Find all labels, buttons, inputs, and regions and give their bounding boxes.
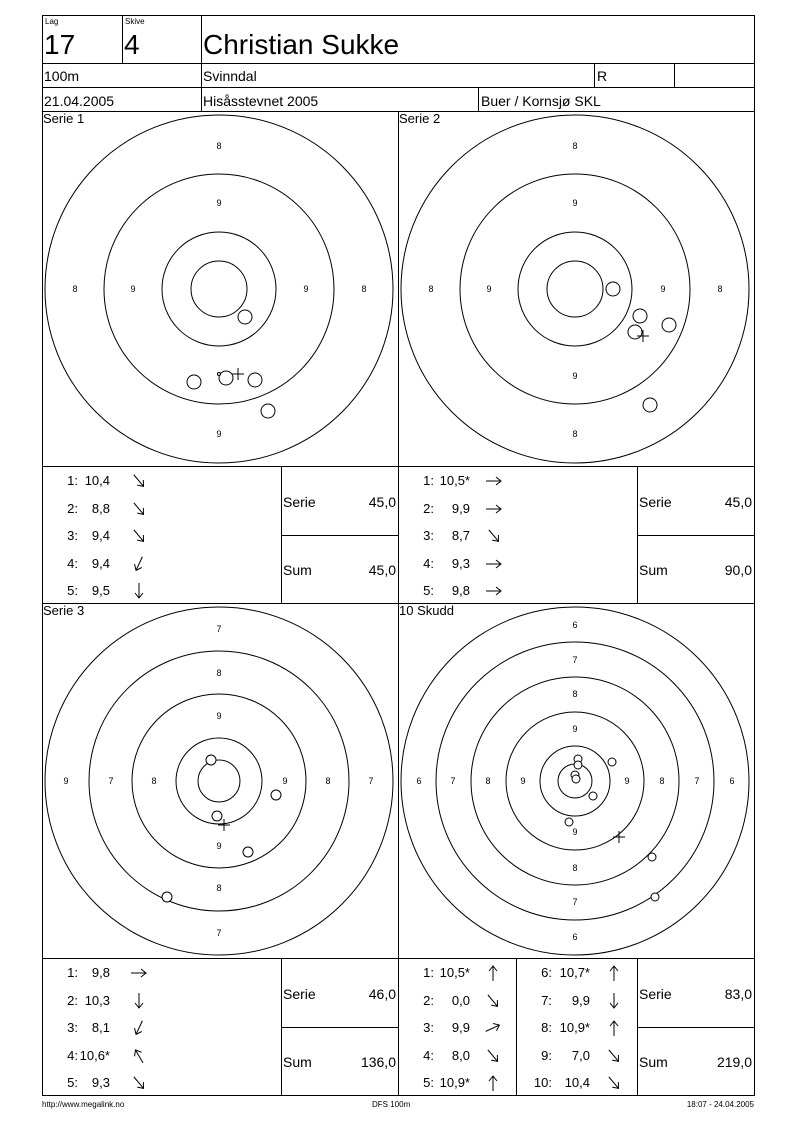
skudd10-ring-label: 7 [694,776,700,786]
direction-arrow-icon [485,555,503,578]
skudd10-serie-value: 83,0 [724,986,752,1002]
club-name: Svinndal [203,68,257,84]
serie1-serie-label: Serie [283,494,316,510]
shot-number: 1: [423,965,434,980]
serie3-serie-value: 46,0 [368,986,396,1002]
shot-value: 9,3 [451,555,470,571]
serie3-ring-label: 8 [325,776,331,786]
shot-value: 9,4 [91,528,110,543]
direction-arrow-icon [484,1074,502,1097]
shot-number: 5: [423,583,434,598]
shot-number: 3: [423,528,434,543]
shot-number: 2: [423,992,434,1008]
serie1-ring-label: 8 [72,284,78,294]
shot-number: 1: [67,473,78,488]
shot-value: 8,1 [91,1020,110,1035]
direction-arrow-icon [605,1074,623,1097]
lag-label: Lag [45,17,59,26]
skudd10-ring-label: 6 [572,620,578,630]
shot-value: 9,4 [91,555,110,571]
shot-value: 9,3 [91,1075,110,1090]
skudd10-sum-value: 219,0 [716,1054,752,1070]
serie2-sum-value: 90,0 [724,562,752,578]
serie3-ring-label: 8 [151,776,157,786]
shot-value: 10,4 [84,473,110,488]
shot-number: 3: [67,528,78,543]
lag-value: 17 [44,29,76,60]
shot-value: 9,9 [571,992,590,1008]
shot-value: 7,0 [571,1047,590,1063]
skudd10-ring-label: 6 [572,932,578,942]
shot-number: 6: [541,965,552,980]
direction-arrow-icon [130,582,148,605]
direction-arrow-icon [484,1047,502,1070]
direction-arrow-icon [130,555,148,578]
serie3-serie-label: Serie [283,986,316,1002]
direction-arrow-icon [484,964,502,987]
skudd10-ring-label: 7 [572,897,578,907]
serie1-ring-label: 9 [216,198,222,208]
serie1-ring-label: 8 [216,141,222,151]
skudd10-ring-label: 9 [572,827,578,837]
shot-value: 10,6* [79,1047,110,1063]
direction-arrow-icon [485,500,503,523]
direction-arrow-icon [130,500,148,523]
skudd10-ring-label: 6 [416,776,422,786]
skive-value: 4 [124,29,140,60]
serie2-ring-label: 9 [572,371,578,381]
skudd10-sum-label: Sum [639,1054,668,1070]
distance: 100m [44,68,80,84]
serie3-sum-label: Sum [283,1054,312,1070]
serie3-ring-label: 8 [216,883,222,893]
shot-number: 10: [533,1075,552,1090]
shot-value: 9,9 [451,1020,470,1035]
direction-arrow-icon [130,992,148,1015]
shot-number: 5: [67,583,78,598]
shot-number: 7: [541,992,552,1008]
skudd10-ring-label: 9 [520,776,526,786]
serie1-sum-label: Sum [283,562,312,578]
shot-number: 5: [423,1075,434,1090]
organizer: Buer / Kornsjø SKL [481,93,601,109]
serie2-ring-label: 9 [486,284,492,294]
shot-value: 0,0 [451,992,470,1008]
skudd10-title: 10 Skudd [399,603,454,618]
serie2-sum-label: Sum [639,562,668,578]
shot-value: 10,9* [559,1020,590,1035]
shot-value: 10,9* [439,1075,470,1090]
shot-number: 5: [67,1075,78,1090]
shot-value: 8,8 [91,500,110,516]
shot-value: 8,0 [451,1047,470,1063]
serie3-ring-label: 8 [216,668,222,678]
serie3-ring-label: 9 [216,711,222,721]
direction-arrow-icon [605,1047,623,1070]
shot-number: 4: [67,1047,78,1063]
serie2-title: Serie 2 [399,111,441,126]
skudd10-ring-label: 7 [450,776,456,786]
serie2-ring-label: 8 [717,284,723,294]
skudd10-serie-label: Serie [639,986,672,1002]
direction-arrow-icon [484,1019,502,1042]
shot-value: 10,5* [439,965,470,980]
skudd10-ring-label: 8 [572,863,578,873]
direction-arrow-icon [130,527,148,550]
serie3-sum-value: 136,0 [360,1054,396,1070]
shot-value: 9,5 [91,583,110,598]
shot-value: 10,7* [559,965,590,980]
shot-number: 3: [423,1020,434,1035]
serie1-ring-label: 8 [361,284,367,294]
serie2-ring-label: 8 [572,429,578,439]
serie3-ring-label: 9 [216,841,222,851]
shot-number: 2: [67,500,78,516]
shot-number: 2: [67,992,78,1008]
footer-printed: 18:07 - 24.04.2005 [686,1100,754,1109]
serie1-sum-value: 45,0 [368,562,396,578]
footer-url[interactable]: http://www.megalink.no [42,1100,125,1109]
direction-arrow-icon [130,1019,148,1042]
skudd10-ring-label: 7 [572,655,578,665]
serie2-serie-label: Serie [639,494,672,510]
serie2-ring-label: 9 [660,284,666,294]
direction-arrow-icon [130,472,148,495]
direction-arrow-icon [130,1047,148,1070]
skudd10-ring-label: 9 [572,724,578,734]
skudd10-ring-label: 6 [729,776,735,786]
serie3-ring-label: 7 [368,776,374,786]
shot-number: 3: [67,1020,78,1035]
serie3-ring-label: 7 [108,776,114,786]
direction-arrow-icon [605,964,623,987]
shot-number: 4: [67,555,78,571]
class-label: R [597,68,608,84]
serie3-ring-label: 7 [216,928,222,938]
shot-value: 10,5* [439,473,470,488]
shot-value: 9,8 [91,965,110,980]
serie2-serie-value: 45,0 [724,494,752,510]
shot-number: 8: [541,1020,552,1035]
skudd10-ring-label: 8 [485,776,491,786]
shot-number: 9: [541,1047,552,1063]
direction-arrow-icon [130,964,148,987]
serie1-ring-label: 9 [130,284,136,294]
direction-arrow-icon [485,472,503,495]
shot-value: 10,3 [84,992,110,1008]
skudd10-ring-label: 8 [572,689,578,699]
serie1-serie-value: 45,0 [368,494,396,510]
shot-number: 4: [423,1047,434,1063]
direction-arrow-icon [485,527,503,550]
shot-number: 2: [423,500,434,516]
footer-program: DFS 100m [372,1100,411,1109]
shot-number: 1: [423,473,434,488]
serie3-title: Serie 3 [43,603,85,618]
direction-arrow-icon [605,1019,623,1042]
shot-value: 8,7 [451,528,470,543]
skudd10-ring-label: 9 [624,776,630,786]
event-name: Hisåsstevnet 2005 [203,93,319,109]
serie3-ring-label: 9 [63,776,69,786]
shot-value: 9,9 [451,500,470,516]
event-date: 21.04.2005 [44,93,115,109]
shot-value: 10,4 [564,1075,590,1090]
direction-arrow-icon [605,992,623,1015]
shot-number: 1: [67,965,78,980]
skudd10-ring-label: 8 [659,776,665,786]
direction-arrow-icon [130,1074,148,1097]
skive-label: Skive [125,17,145,26]
serie1-ring-label: 9 [303,284,309,294]
shot-value: 9,8 [451,583,470,598]
direction-arrow-icon [485,582,503,605]
serie3-ring-label: 9 [282,776,288,786]
serie1-ring-label: 9 [216,429,222,439]
serie2-ring-label: 8 [572,141,578,151]
direction-arrow-icon [484,992,502,1015]
serie2-ring-label: 8 [428,284,434,294]
serie3-ring-label: 7 [216,624,222,634]
serie2-ring-label: 9 [572,198,578,208]
shot-number: 4: [423,555,434,571]
serie1-title: Serie 1 [43,111,85,126]
shooter-name: Christian Sukke [203,29,400,60]
